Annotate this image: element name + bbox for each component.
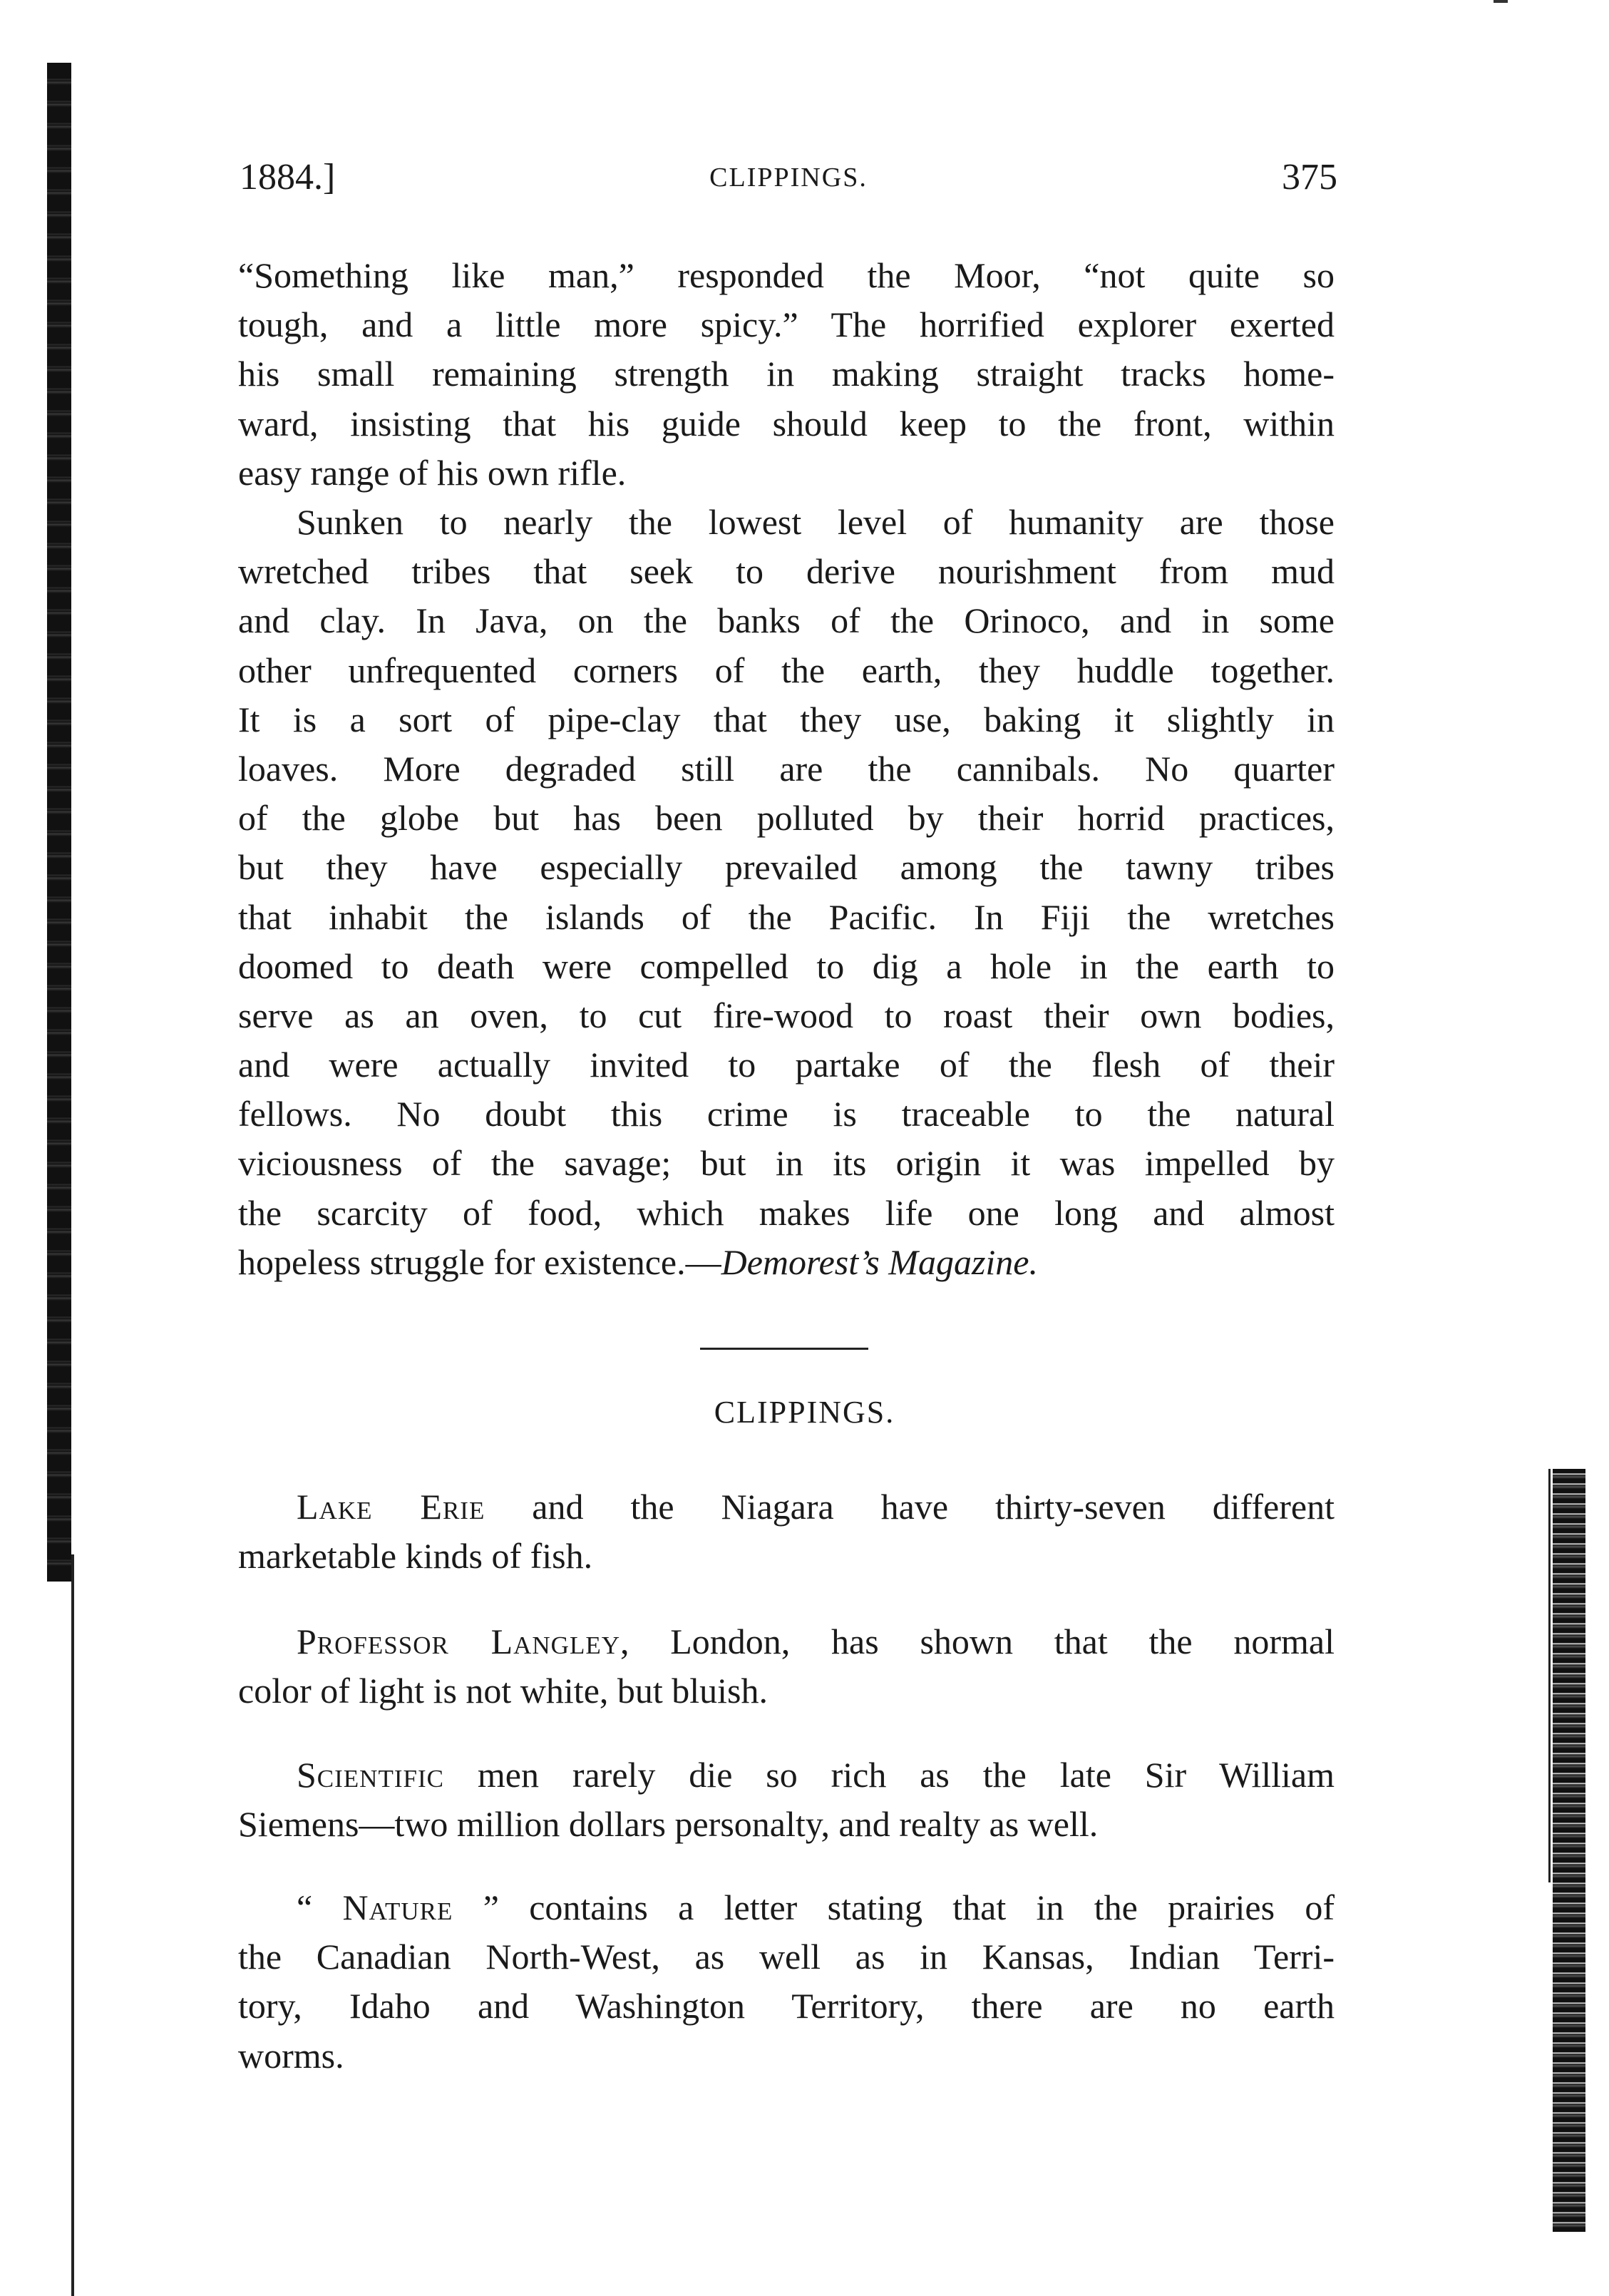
text-line: Sunken to nearly the lowest level of humanity are those — [297, 502, 1335, 542]
text-line: easy range of his own rifle. — [238, 452, 627, 493]
section-divider — [700, 1348, 868, 1350]
clipping-item — [238, 1883, 1335, 2081]
article-paragraph-1 — [238, 251, 1335, 498]
text-line: worms. — [238, 2035, 344, 2076]
text-line: fellows. No doubt this crime is traceable to the natural — [238, 1094, 1335, 1134]
text-line-segment: “ — [297, 1887, 343, 1927]
running-head — [240, 153, 1337, 203]
text-line — [238, 1238, 1335, 1287]
text-line: marketable kinds of fish. — [238, 1536, 593, 1577]
text-line: the Canadian North-West, as well as in Kansas, Indian Terri- — [238, 1937, 1335, 1977]
text-line-segment: ” contains a letter stating that in the prairies of — [453, 1887, 1335, 1927]
text-line: doomed to death were compelled to dig a hole in the earth to — [238, 945, 1335, 986]
page-number: 375 — [1282, 157, 1337, 198]
page-binding-edge — [47, 63, 71, 1582]
text-line: other unfrequented corners of the earth, they huddle together. — [238, 650, 1335, 690]
header-title: CLIPPINGS. — [709, 163, 868, 193]
text-line: It is a sort of pipe-clay that they use, baking it slightly in — [238, 699, 1335, 739]
text-line: and were actually invited to partake of the flesh of their — [238, 1045, 1335, 1085]
source-citation: Demorest’s Magazine. — [721, 1241, 1039, 1282]
clipping-lead: Scientific — [297, 1755, 444, 1795]
header-year: 1884.] — [240, 157, 336, 198]
text-line-segment: and the Niagara have thirty-seven different — [485, 1487, 1335, 1527]
text-line: his small remaining strength in making straight tracks home- — [238, 354, 1335, 394]
text-line: serve as an oven, to cut fire-wood to roast their own bodies, — [238, 995, 1335, 1035]
text-line: wretched tribes that seek to derive nourishment from mud — [238, 551, 1335, 592]
text-line: viciousness of the savage; but in its origin it was impelled by — [238, 1143, 1335, 1184]
page-binding-line-right — [1548, 1469, 1551, 1882]
clipping-item — [238, 1617, 1335, 1716]
page-binding-line — [71, 1554, 74, 2296]
text-line — [238, 1751, 1335, 1800]
text-line: tough, and a little more spicy.” The horrified explorer exerted — [238, 304, 1335, 345]
text-line: ward, insisting that his guide should keep to the front, within — [238, 403, 1335, 444]
text-line-segment: , London, has shown that the normal — [620, 1621, 1335, 1661]
scan-mark — [1494, 0, 1508, 3]
text-line: the scarcity of food, which makes life one long and almost — [238, 1192, 1335, 1233]
text-line — [238, 1617, 1335, 1666]
text-line: Siemens—two million dollars personalty, and realty as well. — [238, 1804, 1099, 1845]
text-line: color of light is not white, but bluish. — [238, 1671, 768, 1711]
text-line: that inhabit the islands of the Pacific. In Fiji the wretches — [238, 896, 1335, 937]
text-line-segment: hopeless struggle for existence.— — [238, 1241, 721, 1282]
text-line: loaves. More degraded still are the cannibals. No quarter — [238, 748, 1335, 789]
clipping-lead: Professor Langley — [297, 1621, 620, 1661]
clipping-item — [238, 1751, 1335, 1849]
text-line: “Something like man,” responded the Moor, “not quite so — [238, 255, 1335, 295]
text-line — [238, 1482, 1335, 1532]
clipping-lead: Nature — [342, 1887, 453, 1927]
text-line-segment: men rarely die so rich as the late Sir William — [443, 1755, 1335, 1795]
text-line — [238, 1883, 1335, 1932]
page-binding-edge-right — [1553, 1469, 1585, 2232]
text-line: tory, Idaho and Washington Territory, there are no earth — [238, 1986, 1335, 2026]
section-title: CLIPPINGS. — [714, 1395, 895, 1430]
clipping-lead: Lake Erie — [297, 1487, 485, 1527]
clipping-item — [238, 1482, 1335, 1581]
text-line: of the globe but has been polluted by their horrid practices, — [238, 798, 1335, 839]
text-line: but they have especially prevailed among the tawny tribes — [238, 847, 1335, 888]
text-line: and clay. In Java, on the banks of the Orinoco, and in some — [238, 600, 1335, 641]
article-paragraph-2 — [238, 498, 1335, 1287]
